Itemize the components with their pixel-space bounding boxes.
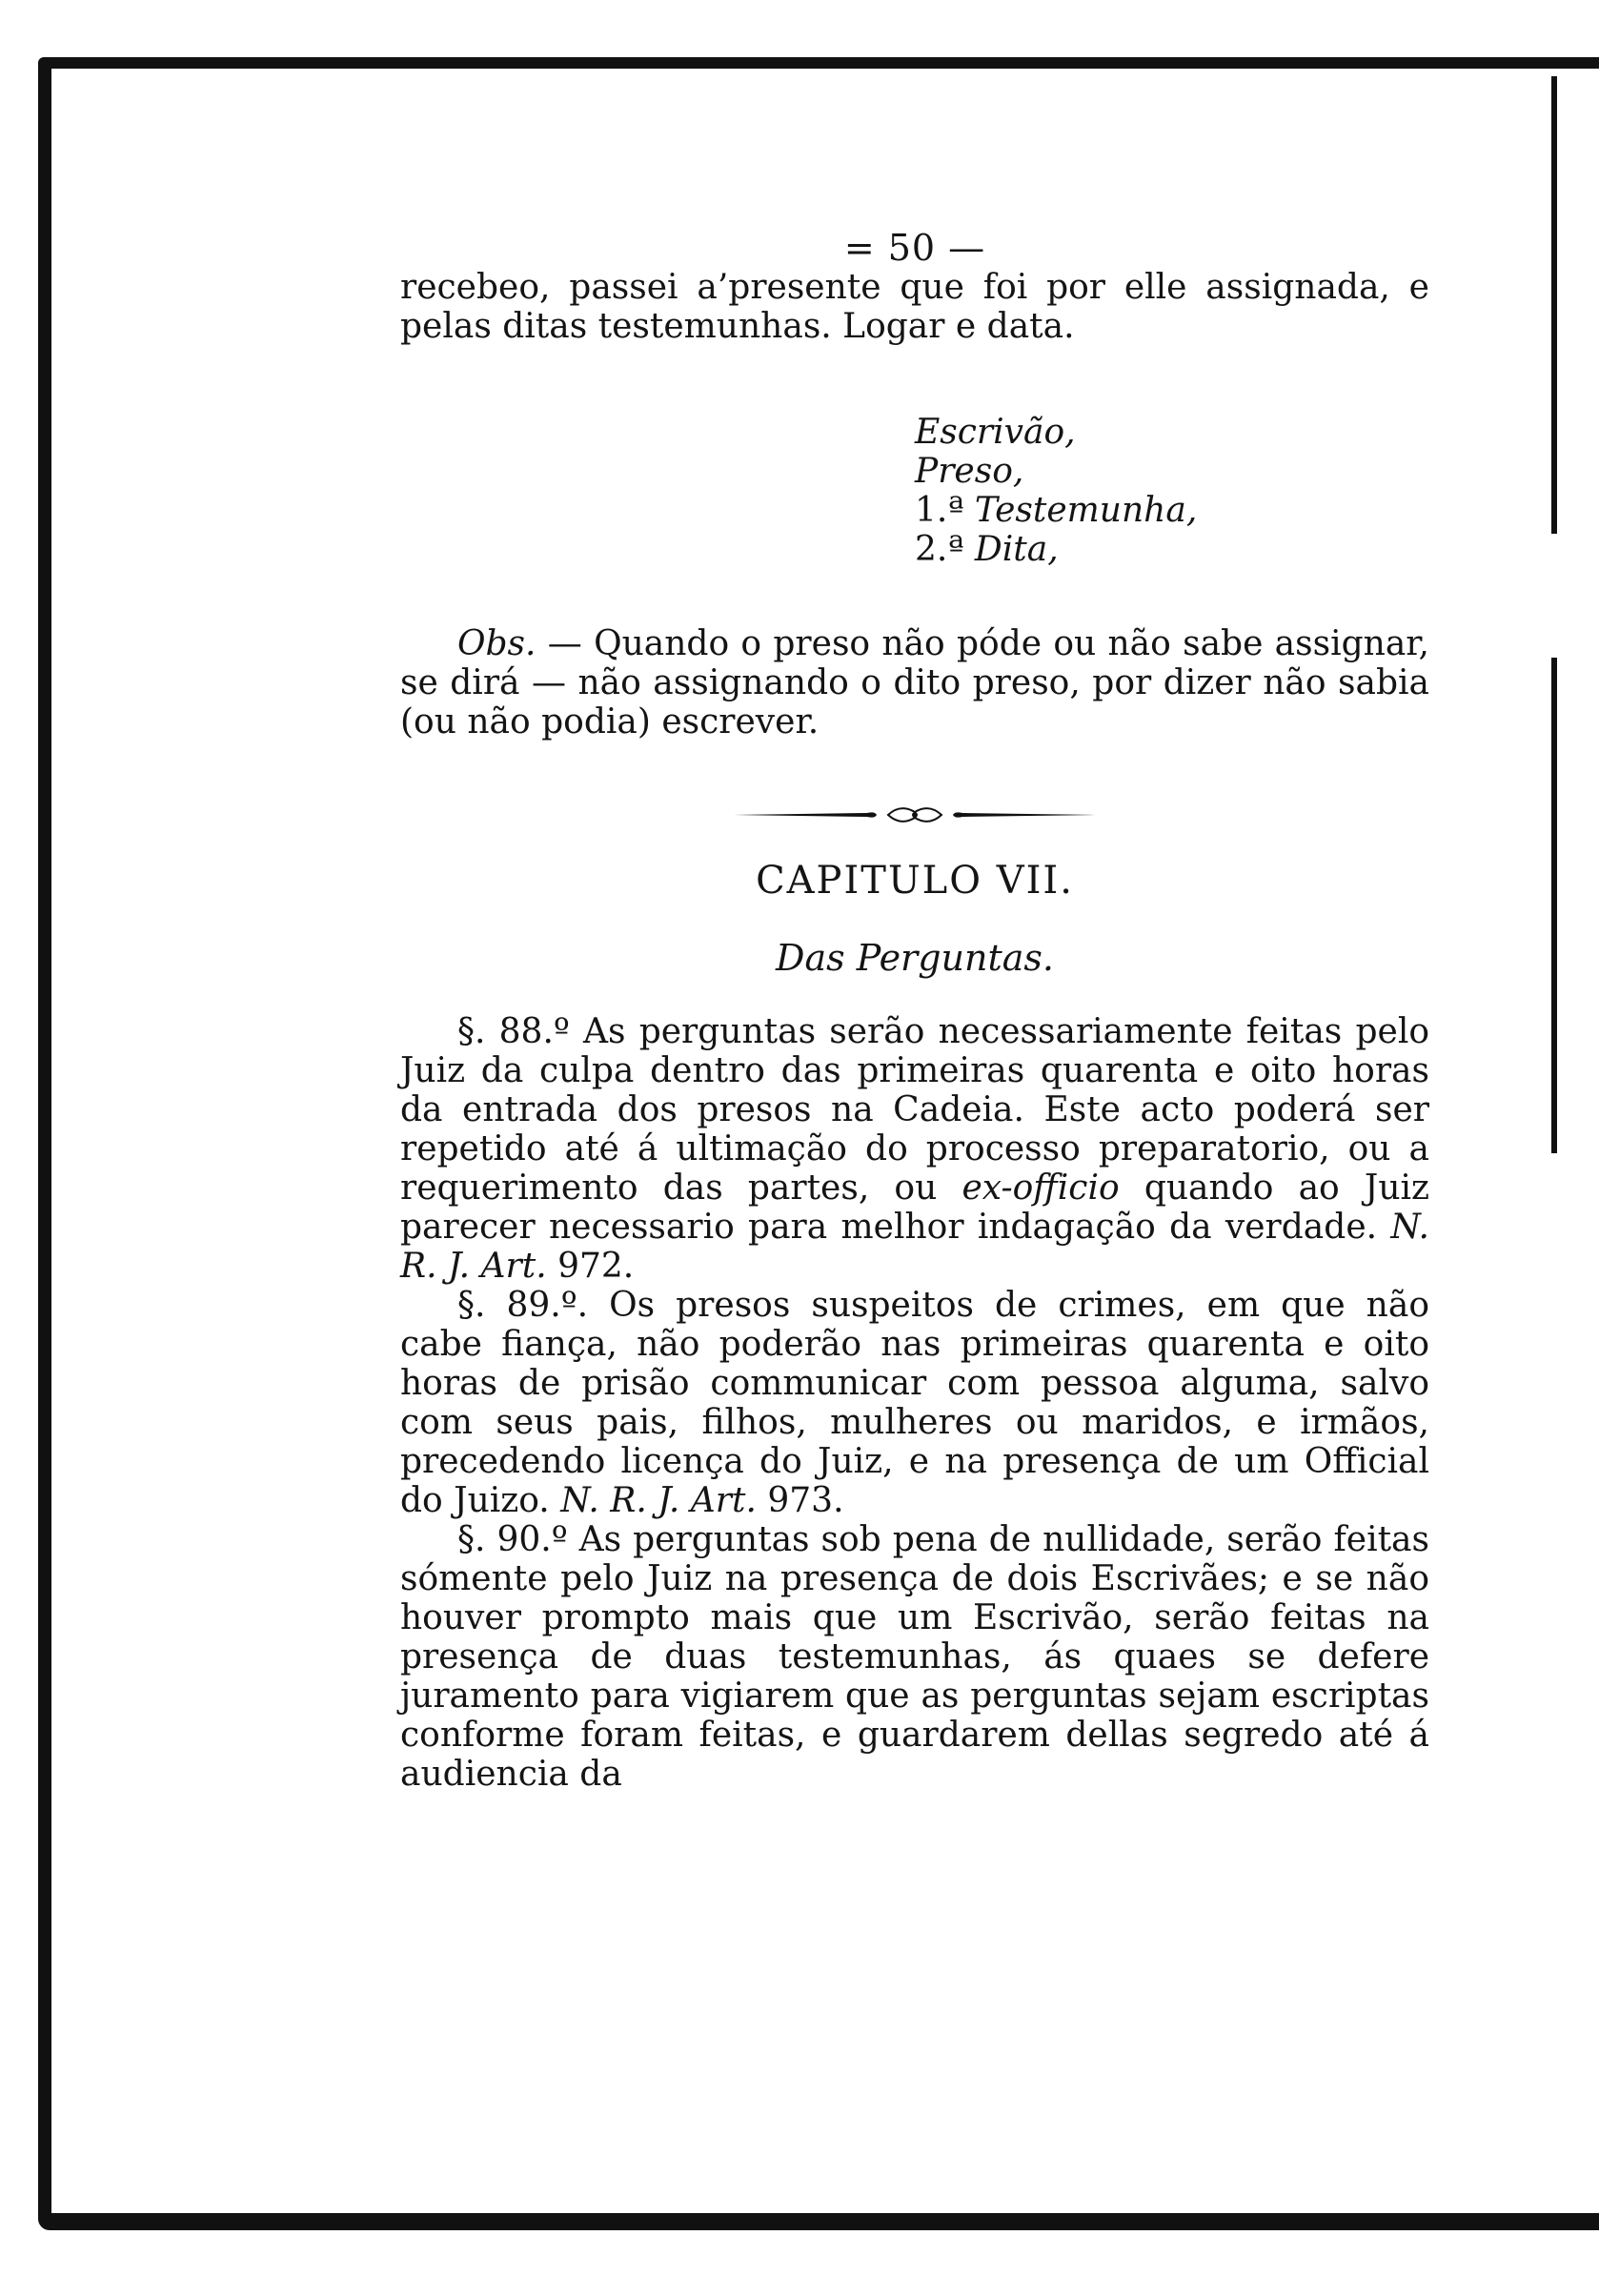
section-citation: N. R. J. Art. [560,1481,757,1520]
chapter-title: CAPITULO VII. [756,859,1074,903]
signature-testemunha-1 [915,491,1429,530]
section-article: 973. [767,1481,844,1520]
section-88 [400,1012,1429,1286]
page-border-left [38,57,51,2230]
observation-paragraph [400,624,1429,742]
page-content [400,229,1429,1794]
page-border-bottom [38,2213,1599,2230]
section-article: 972. [557,1247,635,1286]
signature-label: Dita, [974,530,1059,569]
chapter-subtitle: Das Perguntas. [776,937,1054,979]
section-90 [400,1520,1429,1794]
ordinal: 1.ª [915,491,964,530]
section-89 [400,1286,1429,1520]
ornament-divider [724,801,1105,829]
section-text: quando ao Juiz parecer necessario para melhor indagação da verdade. [400,1168,1429,1247]
section-citation: N. R. J. Art. [400,1208,1429,1286]
signature-escrivao: Escrivão, [915,413,1076,452]
obs-label: Obs. [457,624,536,663]
ordinal: 2.ª [915,530,964,569]
page-number: = 50 — [843,227,986,269]
section-text: As perguntas serão necessariamente feitas pelo Juiz da culpa dentro das primeiras quarenta e oito horas da entrada dos presos na Cadeia. Este acto poderá ser repetido até á ultimação do processo preparatorio, ou a requerimento das partes, ou [400,1012,1430,1208]
obs-text: — Quando o preso não póde ou não sabe assignar, se dirá — não assignando o dito preso, por dizer não sabia (ou não podia) escrever. [400,624,1429,742]
section-number: §. 88.º [457,1012,570,1051]
signature-block [915,413,1429,569]
section-text: As perguntas sob pena de nullidade, serão feitas sómente pelo Juiz na presença de dois Escrivães; e se não houver prompto mais que um Escrivão, serão feitas na presença de duas testemunhas, ás quaes se defere juramento para vigiarem que as perguntas sejam escriptas conforme foram feitas, e guardarem dellas segredo até á audiencia da [400,1520,1429,1794]
page-border-top [38,57,1599,69]
signature-testemunha-2 [915,530,1429,569]
section-emphasis: ex-officio [961,1168,1120,1208]
signature-label: Testemunha, [974,491,1198,530]
intro-paragraph: recebeo, passei a’presente que foi por elle assignada, e pelas ditas testemunhas. Logar e data. [400,268,1429,346]
section-text: Os presos suspeitos de crimes, em que não cabe fiança, não poderão nas primeiras quarenta e oito horas de prisão communicar com pessoa alguma, salvo com seus pais, filhos, mulheres ou maridos, e irmãos, precedendo licença do Juiz, e na presença de um Official do Juizo. [400,1286,1429,1520]
section-number: §. 89.º. [457,1286,589,1325]
section-number: §. 90.º [457,1520,568,1559]
signature-preso: Preso, [915,452,1024,491]
ornament-flourish-icon [724,801,1105,829]
page-border-right-gap [1551,534,1557,658]
